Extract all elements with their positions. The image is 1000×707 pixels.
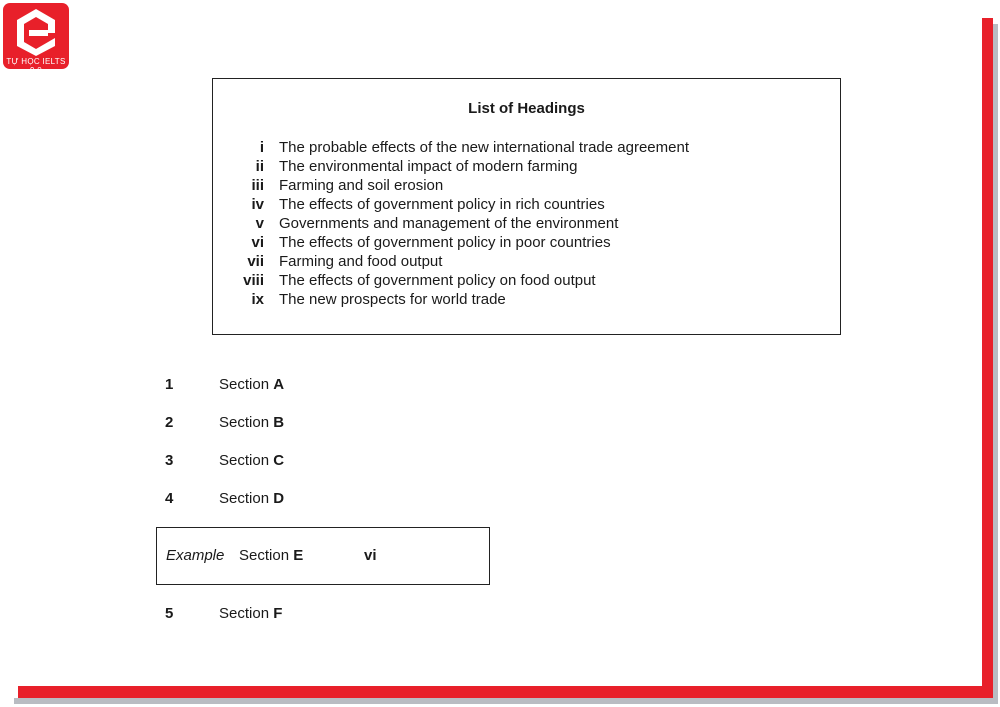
example-label: Example	[166, 547, 225, 564]
heading-number: iv	[251, 196, 264, 213]
headings-title: List of Headings	[468, 100, 585, 117]
frame-border-bottom	[18, 686, 993, 698]
heading-text: Farming and food output	[279, 253, 443, 270]
section-word: Section	[219, 414, 270, 431]
frame-border-right	[982, 18, 993, 698]
section-letter: B	[273, 414, 285, 431]
heading-number: vii	[247, 253, 264, 270]
heading-text: The effects of government policy in poor countries	[279, 234, 611, 251]
list-of-headings-box	[212, 78, 841, 335]
section-word: Section	[219, 376, 270, 393]
question-number: 1	[165, 376, 174, 393]
section-letter: A	[273, 376, 285, 393]
example-box	[156, 527, 490, 585]
heading-text: The effects of government policy in rich countries	[279, 196, 605, 213]
heading-text: The environmental impact of modern farming	[279, 158, 578, 175]
question-number: 5	[165, 605, 174, 622]
heading-number: viii	[243, 272, 264, 289]
question-section	[219, 413, 284, 433]
logo	[3, 3, 69, 75]
example-section-word: Section	[239, 547, 290, 564]
example-answer: vi	[364, 547, 377, 564]
question-number: 3	[165, 452, 174, 469]
example-section-letter: E	[293, 547, 304, 564]
frame-shadow-bottom	[14, 698, 998, 704]
heading-number: iii	[251, 177, 264, 194]
question-section	[219, 451, 284, 471]
heading-text: The new prospects for world trade	[279, 291, 506, 308]
section-letter: C	[273, 452, 285, 469]
section-letter: F	[273, 605, 283, 622]
heading-number: vi	[251, 234, 264, 251]
question-section	[219, 604, 282, 624]
heading-number: ii	[255, 158, 264, 175]
section-word: Section	[219, 490, 270, 507]
question-number: 2	[165, 414, 174, 431]
question-section	[219, 489, 284, 509]
question-number: 4	[165, 490, 174, 507]
logo-text: TỰ HỌC IELTS 9.0	[6, 57, 66, 75]
heading-number: i	[259, 139, 264, 156]
section-word: Section	[219, 452, 270, 469]
example-section	[239, 547, 303, 564]
section-letter: D	[273, 490, 285, 507]
heading-number: v	[255, 215, 264, 232]
heading-text: Farming and soil erosion	[279, 177, 444, 194]
heading-number: ix	[251, 291, 264, 308]
heading-text: Governments and management of the environment	[279, 215, 619, 232]
heading-text: The effects of government policy on food output	[279, 272, 596, 289]
section-word: Section	[219, 605, 270, 622]
question-section	[219, 375, 284, 395]
heading-text: The probable effects of the new international trade agreement	[279, 139, 689, 156]
frame-shadow-right	[993, 24, 998, 702]
